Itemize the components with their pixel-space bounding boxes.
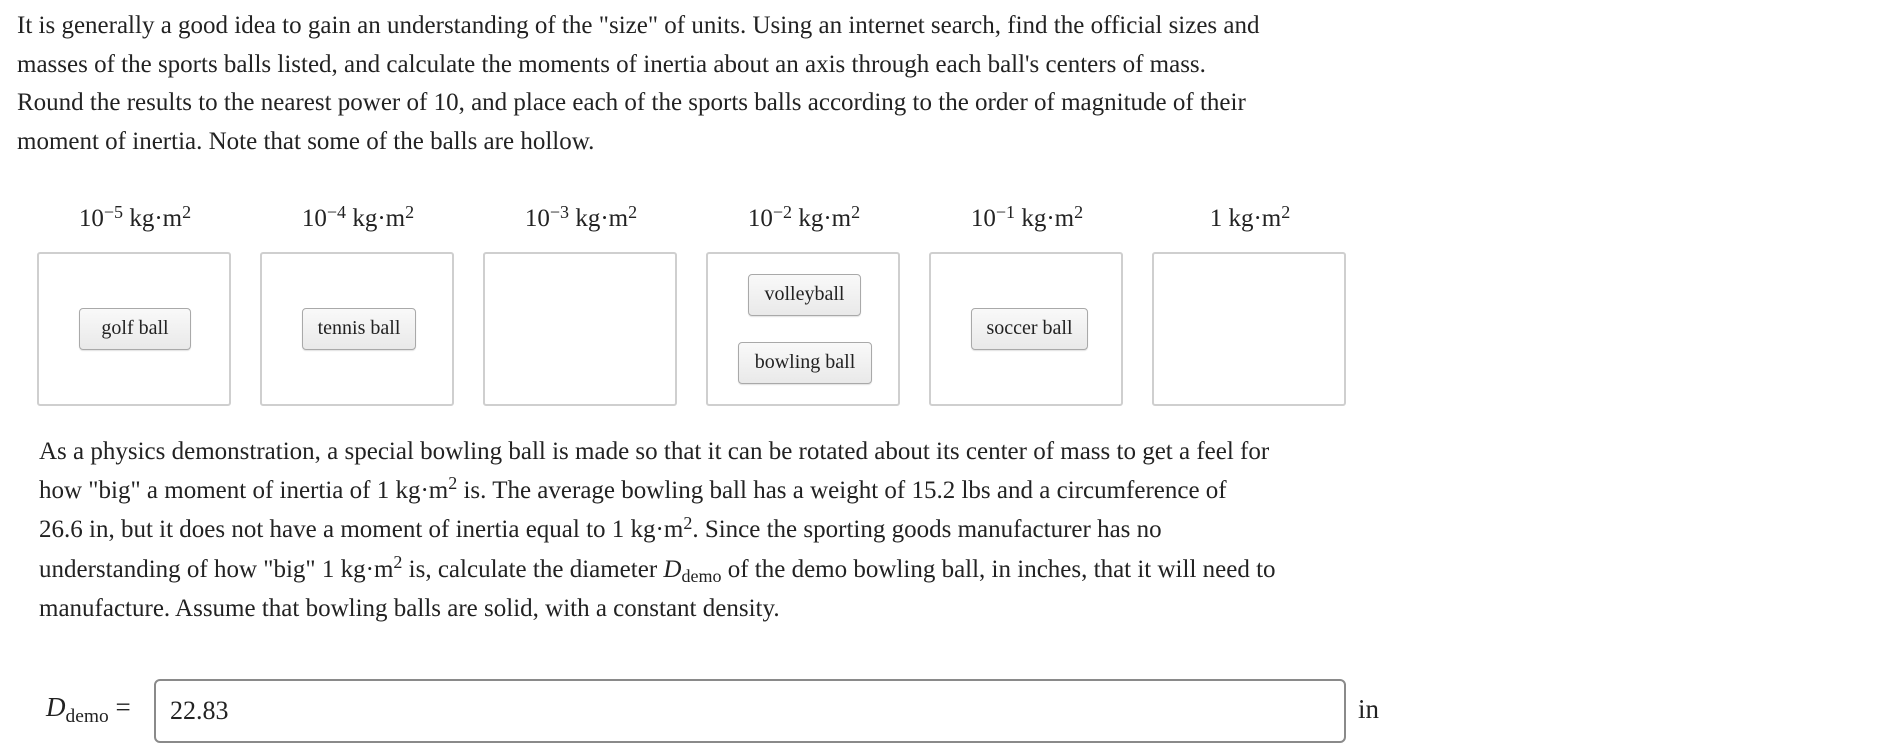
intro-paragraph bbox=[17, 7, 1397, 161]
bin-label-1e-5: $10^{-5}$ $kg\cdot m^2$ bbox=[78, 201, 192, 232]
bin-label-1e-2: $10^{-2}$ $kg\cdot m^2$ bbox=[747, 201, 861, 232]
bowling-ball-chip[interactable]: bowling ball bbox=[738, 342, 872, 384]
bin-label-1e0: 1 $kg\cdot m^2$ bbox=[1209, 201, 1291, 232]
volleyball-chip[interactable]: volleyball bbox=[748, 274, 861, 316]
demo-line-3: 26.6 in, but it does not have a moment of inertia equal to 1 $kg\cdot m^2$. Since the sporting goods manufacturer has no bbox=[39, 512, 1162, 543]
demo-line-2: how "big" a moment of inertia of 1 $kg\cdot m^2$ is. The average bowling ball has a weight of 15.2 lbs and a circumference of bbox=[39, 473, 1227, 504]
intro-line-4: moment of inertia. Note that some of the balls are hollow. bbox=[17, 127, 595, 155]
answer-label: $D_{demo}$ = bbox=[46, 692, 131, 728]
bin-label-1e-4: $10^{-4}$ $kg\cdot m^2$ bbox=[301, 201, 415, 232]
answer-unit: in bbox=[1358, 694, 1380, 724]
intro-line-2: masses of the sports balls listed, and calculate the moments of inertia about an axis through each ball's centers of mass. bbox=[17, 50, 1206, 78]
demo-paragraph bbox=[39, 433, 1419, 629]
demo-line-1: As a physics demonstration, a special bowling ball is made so that it can be rotated about its center of mass to get a feel for bbox=[39, 438, 1270, 465]
diameter-answer-input[interactable] bbox=[154, 679, 1346, 743]
bin-label-1e-1: $10^{-1}$ $kg\cdot m^2$ bbox=[970, 201, 1084, 232]
drop-bin-1e-3[interactable] bbox=[483, 252, 677, 406]
bin-label-1e-3: $10^{-3}$ $kg\cdot m^2$ bbox=[524, 201, 638, 232]
drop-bin-1e0[interactable] bbox=[1152, 252, 1346, 406]
demo-line-5: manufacture. Assume that bowling balls are solid, with a constant density. bbox=[39, 595, 780, 622]
intro-line-1: It is generally a good idea to gain an understanding of the "size" of units. Using an internet search, find the official sizes and bbox=[17, 12, 1260, 39]
intro-line-3: Round the results to the nearest power of 10, and place each of the sports balls according to the order of magnitude of their bbox=[17, 89, 1246, 116]
golf-ball-chip[interactable]: golf ball bbox=[79, 308, 191, 350]
demo-line-4: understanding of how "big" 1 $kg\cdot m^2$ is, calculate the diameter $D_{demo}$ of the demo bowling ball, in inches, that it will need to bbox=[39, 552, 1276, 587]
soccer-ball-chip[interactable]: soccer ball bbox=[971, 308, 1088, 350]
tennis-ball-chip[interactable]: tennis ball bbox=[302, 308, 416, 350]
